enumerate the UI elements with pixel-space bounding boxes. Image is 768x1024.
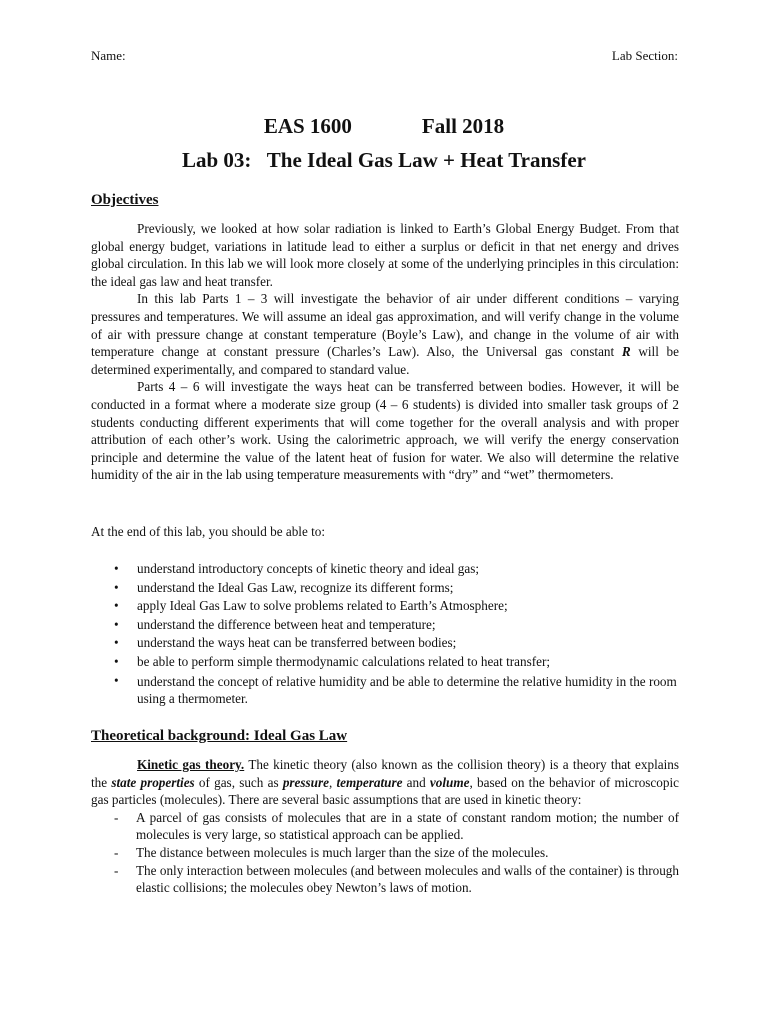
list-item: • understand the Ideal Gas Law, recognize its different forms; (114, 579, 454, 595)
lab-section-label: Lab Section: (611, 48, 678, 63)
assumptions-list (91, 809, 679, 897)
list-item: - The only interaction between molecules (and between molecules and walls of the container) is through elastic collisions; the molecules obey Newton’s laws of motion. (114, 862, 679, 896)
theory-body (91, 756, 679, 897)
list-item: • understand the difference between heat and temperature; (114, 616, 436, 632)
gas-constant-symbol: R (621, 344, 631, 360)
objectives-body (91, 220, 679, 484)
course-code: EAS 1600 (263, 114, 352, 138)
objectives-intro: At the end of this lab, you should be able to: (91, 524, 326, 539)
objectives-paragraph-1: Previously, we looked at how solar radiation is linked to Earth’s Global Energy Budget. From that global energy budget, variations in latitude lead to either a surplus or deficit in that net energy and drives global circulation. In this lab we will look more closely at some of the underlying principles in this circulation: the ideal gas law and heat transfer. (91, 221, 679, 289)
list-item: • understand the concept of relative humidity and be able to determine the relative humidity in the room using a thermometer. (114, 672, 677, 707)
lab-title: Lab 03: The Ideal Gas Law + Heat Transfer (182, 148, 586, 172)
theory-heading: Theoretical background: Ideal Gas Law (91, 728, 348, 744)
kinetic-theory-label: Kinetic gas theory. (137, 757, 245, 772)
kinetic-theory-paragraph: Kinetic gas theory. The kinetic theory (also known as the collision theory) is a theory that explains the state properties of gas, such as pressure, temperature and volume, based on the behavior of microscopic gas particles (molecules). There are several basic assumptions that are used in kinetic theory: (91, 757, 679, 808)
list-item: • understand the ways heat can be transferred between bodies; (114, 635, 457, 651)
list-item: • apply Ideal Gas Law to solve problems related to Earth’s Atmosphere; (114, 598, 508, 614)
objectives-paragraph-2: In this lab Parts 1 – 3 will investigate the behavior of air under different conditions – varying pressures and temperatures. We will assume an ideal gas approximation, and will verify change in the volume of air with pressure change at constant temperature (Boyle’s Law), and change in the volume of air with temperature change at constant pressure (Charles’s Law). Also, the Universal gas constant R will be determined experimentally, and compared to standard value. (91, 291, 679, 377)
list-item: - The distance between molecules is much larger than the size of the molecules. (114, 844, 549, 860)
course-line (0, 114, 768, 139)
header-row (91, 48, 678, 66)
list-item: - A parcel of gas consists of molecules that are in a state of constant random motion; the number of molecules is very large, so statistical approach can be applied. (114, 809, 679, 843)
name-label: Name: (91, 48, 126, 63)
objectives-list (91, 560, 679, 708)
objectives-heading: Objectives (91, 192, 159, 208)
course-term: Fall 2018 (421, 114, 505, 138)
objectives-paragraph-3: Parts 4 – 6 will investigate the ways heat can be transferred between bodies. However, it will be conducted in a format where a moderate size group (4 – 6 students) is divided into smaller task groups of 2 students conducting different experiments that will come together for the overall analysis and with proper attribution of each other’s work. Using the calorimetric approach, we will verify the energy conservation principle and determine the value of the latent heat of fusion for water. We also will determine the relative humidity of the air in the lab using temperature measurements with “dry” and “wet” thermometers. (91, 379, 679, 483)
list-item: • be able to perform simple thermodynamic calculations related to heat transfer; (114, 653, 551, 669)
list-item: • understand introductory concepts of kinetic theory and ideal gas; (114, 561, 480, 576)
